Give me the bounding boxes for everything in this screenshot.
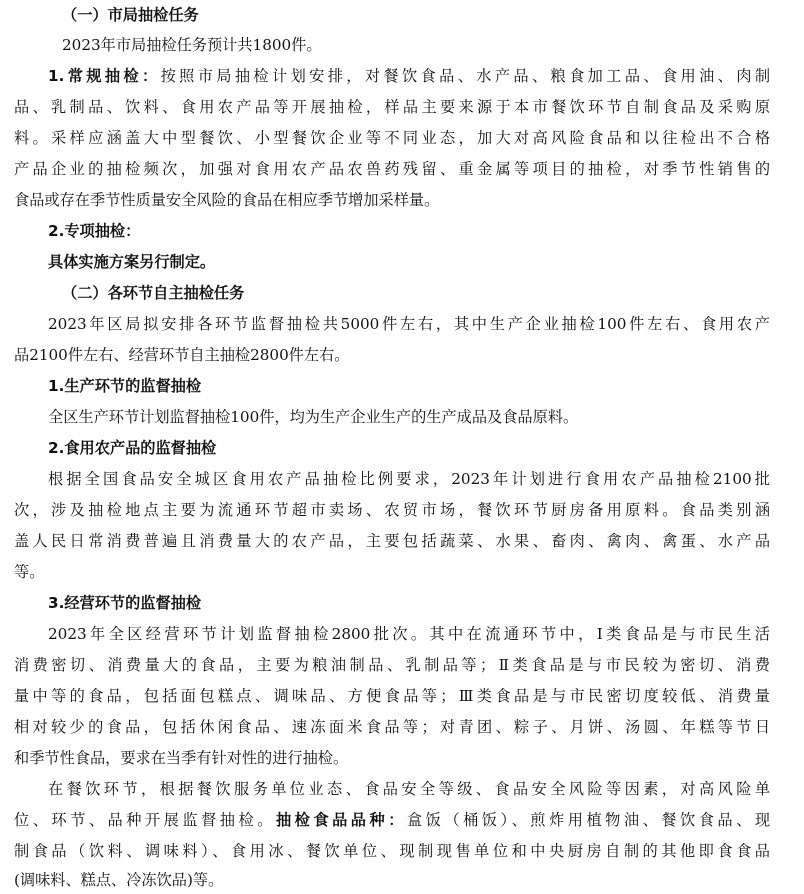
item-heading: 2.专项抽检： <box>48 222 141 240</box>
item-heading: 3.经营环节的监督抽检 <box>48 594 202 612</box>
paragraph-line: 和季节性食品，要求在当季有针对性的进行抽检。 <box>14 749 349 767</box>
paragraph-line: (调味料、糕点、冷冻饮品)等。 <box>14 871 224 889</box>
paragraph-line: 品、乳制品、饮料、食用农产品等开展抽检，样品主要来源于本市餐饮环节自制食品及采购原 <box>14 98 770 116</box>
paragraph-line: 位、环节、品种开展监督抽检。抽检食品品种：盒饭（桶饭）、煎炸用植物油、餐饮食品、现 <box>14 811 771 829</box>
paragraph-line: 等。 <box>14 563 45 581</box>
paragraph-line: 相对较少的食品，包括休闲食品、速冻面米食品等；对青团、粽子、月饼、汤圆、年糕等节日 <box>14 718 770 736</box>
paragraph-line: 制食品（饮料、调味料）、食用冰、餐饮单位、现制现售单位和中央厨房自制的其他即食食品 <box>14 842 770 860</box>
paragraph-line: 食品或存在季节性质量安全风险的食品在相应季节增加采样量。 <box>14 191 440 209</box>
paragraph-line: 根据全国食品安全城区食用农产品抽检比例要求，2023年计划进行食用农产品抽检2100批 <box>48 470 770 488</box>
item-text: 具体实施方案另行制定。 <box>48 253 216 271</box>
paragraph-line: 消费密切、消费量大的食品，主要为粮油制品、乳制品等；Ⅱ类食品是与市民较为密切、消费 <box>14 656 770 674</box>
paragraph-line: 产品企业的抽检频次，加强对食用农产品农兽药残留、重金属等项目的抽检，对季节性销售的 <box>14 160 770 178</box>
section1-intro: 2023年市局抽检任务预计共1800件。 <box>62 36 322 54</box>
section-heading-2: （二）各环节自主抽检任务 <box>62 284 245 302</box>
paragraph-line: 量中等的食品，包括面包糕点、调味品、方便食品等；Ⅲ类食品是与市民密切度较低、消费量 <box>14 687 770 705</box>
paragraph-line: 2023年区局拟安排各环节监督抽检共5000件左右，其中生产企业抽检100件左右、食用农产 <box>48 315 770 333</box>
paragraph-line: 品2100件左右、经营环节自主抽检2800件左右。 <box>14 346 350 364</box>
paragraph-line: 料。采样应涵盖大中型餐饮、小型餐饮企业等不同业态，加大对高风险食品和以往检出不合格 <box>14 129 770 147</box>
item-heading: 2.食用农产品的监督抽检 <box>48 439 217 457</box>
item-heading: 1.生产环节的监督抽检 <box>48 377 202 395</box>
paragraph-line: 次，涉及抽检地点主要为流通环节超市卖场、农贸市场，餐饮环节厨房备用原料。食品类别涵 <box>14 501 770 519</box>
paragraph-line: 盖人民日常消费普遍且消费量大的农产品，主要包括蔬菜、水果、畜肉、禽肉、禽蛋、水产品 <box>14 532 770 550</box>
bold-label: 抽检食品品种： <box>275 811 407 829</box>
paragraph-line: 2023年全区经营环节计划监督抽检2800批次。其中在流通环节中，Ⅰ类食品是与市民生活 <box>48 625 770 643</box>
section-heading-1: （一）市局抽检任务 <box>62 6 199 24</box>
paragraph-line: 全区生产环节计划监督抽检100件，均为生产企业生产的生产成品及食品原料。 <box>48 408 579 426</box>
paragraph-line: 1.常规抽检：按照市局抽检计划安排，对餐饮食品、水产品、粮食加工品、食用油、肉制 <box>48 67 771 85</box>
paragraph-line: 在餐饮环节，根据餐饮服务单位业态、食品安全等级、食品安全风险等因素，对高风险单 <box>48 780 770 798</box>
item-label: 1.常规抽检： <box>48 67 161 85</box>
